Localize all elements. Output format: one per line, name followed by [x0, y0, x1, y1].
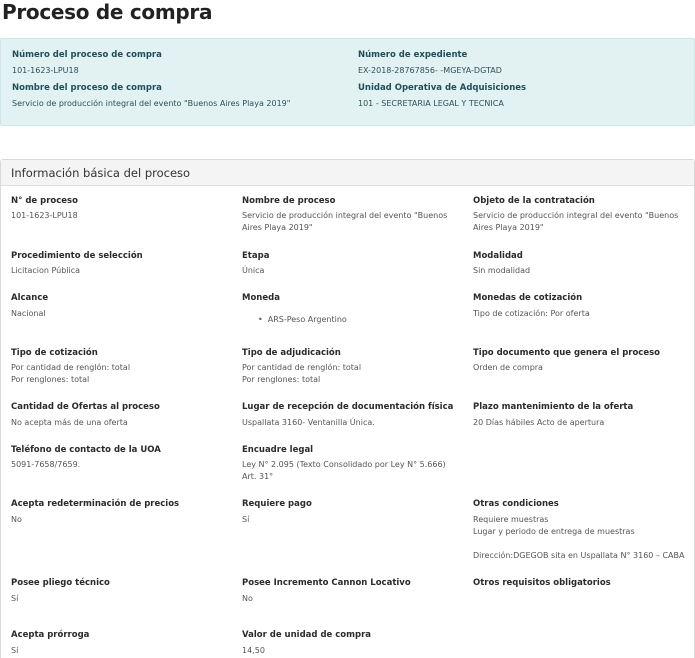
tipo-cotizacion-line-2: Por renglones: total — [11, 375, 90, 384]
nro-proceso-value: 101-1623-LPU18 — [11, 211, 78, 220]
nombre-proceso-line-2: Aires Playa 2019" — [242, 223, 313, 232]
otras-condiciones-line-3: Dirección:DGEGOB sita en Uspallata N° 3160 – CABA — [473, 551, 685, 560]
tipo-adjudicacion-value — [242, 362, 457, 386]
modalidad-label: Modalidad — [473, 251, 523, 261]
plazo-mantenimiento-label: Plazo mantenimiento de la oferta — [473, 402, 634, 412]
encuadre-line-2: Art. 31° — [242, 472, 274, 481]
objeto-value — [473, 210, 688, 234]
basic-info-panel — [0, 159, 695, 658]
lugar-recepcion-label: Lugar de recepción de documentación física — [242, 402, 454, 412]
tipo-cotizacion-value — [11, 362, 226, 386]
nombre-proceso-label: Nombre del proceso de compra — [12, 83, 162, 93]
prorroga-value: Sí — [11, 646, 19, 655]
tipo-adjudicacion-line-1: Por cantidad de renglón: total — [242, 363, 362, 372]
tipo-adjudicacion-label: Tipo de adjudicación — [242, 348, 341, 358]
unidad-value: 101 - SECRETARIA LEGAL Y TECNICA — [358, 99, 504, 108]
expediente-label: Número de expediente — [358, 50, 468, 60]
monedas-cotizacion-value: Tipo de cotización: Por oferta — [473, 309, 590, 318]
prorroga-label: Acepta prórroga — [11, 630, 90, 640]
tipo-cotizacion-label: Tipo de cotización — [11, 348, 98, 358]
panel-title: Información básica del proceso — [11, 166, 191, 180]
lugar-recepcion-value: Uspallata 3160- Ventanilla Única. — [242, 418, 375, 427]
requiere-pago-label: Requiere pago — [242, 499, 312, 509]
cantidad-ofertas-label: Cantidad de Ofertas al proceso — [11, 402, 160, 412]
telefono-value: 5091-7658/7659. — [11, 460, 81, 469]
redeterminacion-value: No — [11, 515, 22, 524]
panel-header — [1, 160, 694, 186]
otras-condiciones-line-1: Requiere muestras — [473, 515, 549, 524]
telefono-label: Teléfono de contacto de la UOA — [11, 445, 161, 455]
incremento-cannon-value: No — [242, 594, 253, 603]
procedimiento-value: Licitacion Pública — [11, 266, 81, 275]
cantidad-ofertas-value: No acepta más de una oferta — [11, 418, 128, 427]
objeto-line-2: Aires Playa 2019" — [473, 223, 544, 232]
nombre-proceso-value: Servicio de producción integral del evento "Buenos Aires Playa 2019" — [12, 99, 291, 108]
nombre-proceso-field-label: Nombre de proceso — [242, 196, 336, 206]
expediente-value: EX-2018-28767856- -MGEYA-DGTAD — [358, 66, 502, 75]
alcance-value: Nacional — [11, 309, 46, 318]
numero-proceso-label: Número del proceso de compra — [12, 50, 162, 60]
etapa-value: Única — [242, 266, 265, 275]
objeto-line-1: Servicio de producción integral del evento "Buenos — [473, 211, 679, 220]
modalidad-value: Sin modalidad — [473, 266, 531, 275]
moneda-list — [258, 314, 473, 326]
encuadre-line-1: Ley N° 2.095 (Texto Consolidado por Ley N° 5.666) — [242, 460, 446, 469]
otras-condiciones-line-2: Lugar y periodo de entrega de muestras — [473, 527, 635, 536]
unidad-label: Unidad Operativa de Adquisiciones — [358, 83, 527, 93]
moneda-label: Moneda — [242, 293, 280, 303]
numero-proceso-value: 101-1623-LPU18 — [12, 66, 79, 75]
tipo-documento-value: Orden de compra — [473, 363, 543, 372]
encuadre-value — [242, 459, 457, 483]
otras-condiciones-label: Otras condiciones — [473, 499, 559, 509]
otras-condiciones-value — [473, 514, 688, 562]
redeterminacion-label: Acepta redeterminación de precios — [11, 499, 180, 509]
requiere-pago-value: Sí — [242, 515, 250, 524]
incremento-cannon-label: Posee Incremento Cannon Locativo — [242, 578, 411, 588]
pliego-tecnico-value: Sí — [11, 594, 19, 603]
moneda-item: • ARS-Peso Argentino — [258, 314, 473, 326]
pliego-tecnico-label: Posee pliego técnico — [11, 578, 110, 588]
valor-unidad-value: 14,50 — [242, 646, 265, 655]
tipo-documento-label: Tipo documento que genera el proceso — [473, 348, 661, 358]
procedimiento-label: Procedimiento de selección — [11, 251, 143, 261]
tipo-adjudicacion-line-2: Por renglones: total — [242, 375, 321, 384]
nro-proceso-label: N° de proceso — [11, 196, 78, 206]
plazo-mantenimiento-value: 20 Días hábiles Acto de apertura — [473, 418, 605, 427]
etapa-label: Etapa — [242, 251, 270, 261]
alcance-label: Alcance — [11, 293, 49, 303]
tipo-cotizacion-line-1: Por cantidad de renglón: total — [11, 363, 131, 372]
monedas-cotizacion-label: Monedas de cotización — [473, 293, 583, 303]
objeto-label: Objeto de la contratación — [473, 196, 595, 206]
page-title: Proceso de compra — [2, 0, 213, 24]
process-summary — [0, 38, 695, 126]
valor-unidad-label: Valor de unidad de compra — [242, 630, 371, 640]
encuadre-label: Encuadre legal — [242, 445, 314, 455]
nombre-proceso-field-value — [242, 210, 457, 234]
nombre-proceso-line-1: Servicio de producción integral del evento "Buenos — [242, 211, 448, 220]
otros-requisitos-label: Otros requisitos obligatorios — [473, 578, 611, 588]
